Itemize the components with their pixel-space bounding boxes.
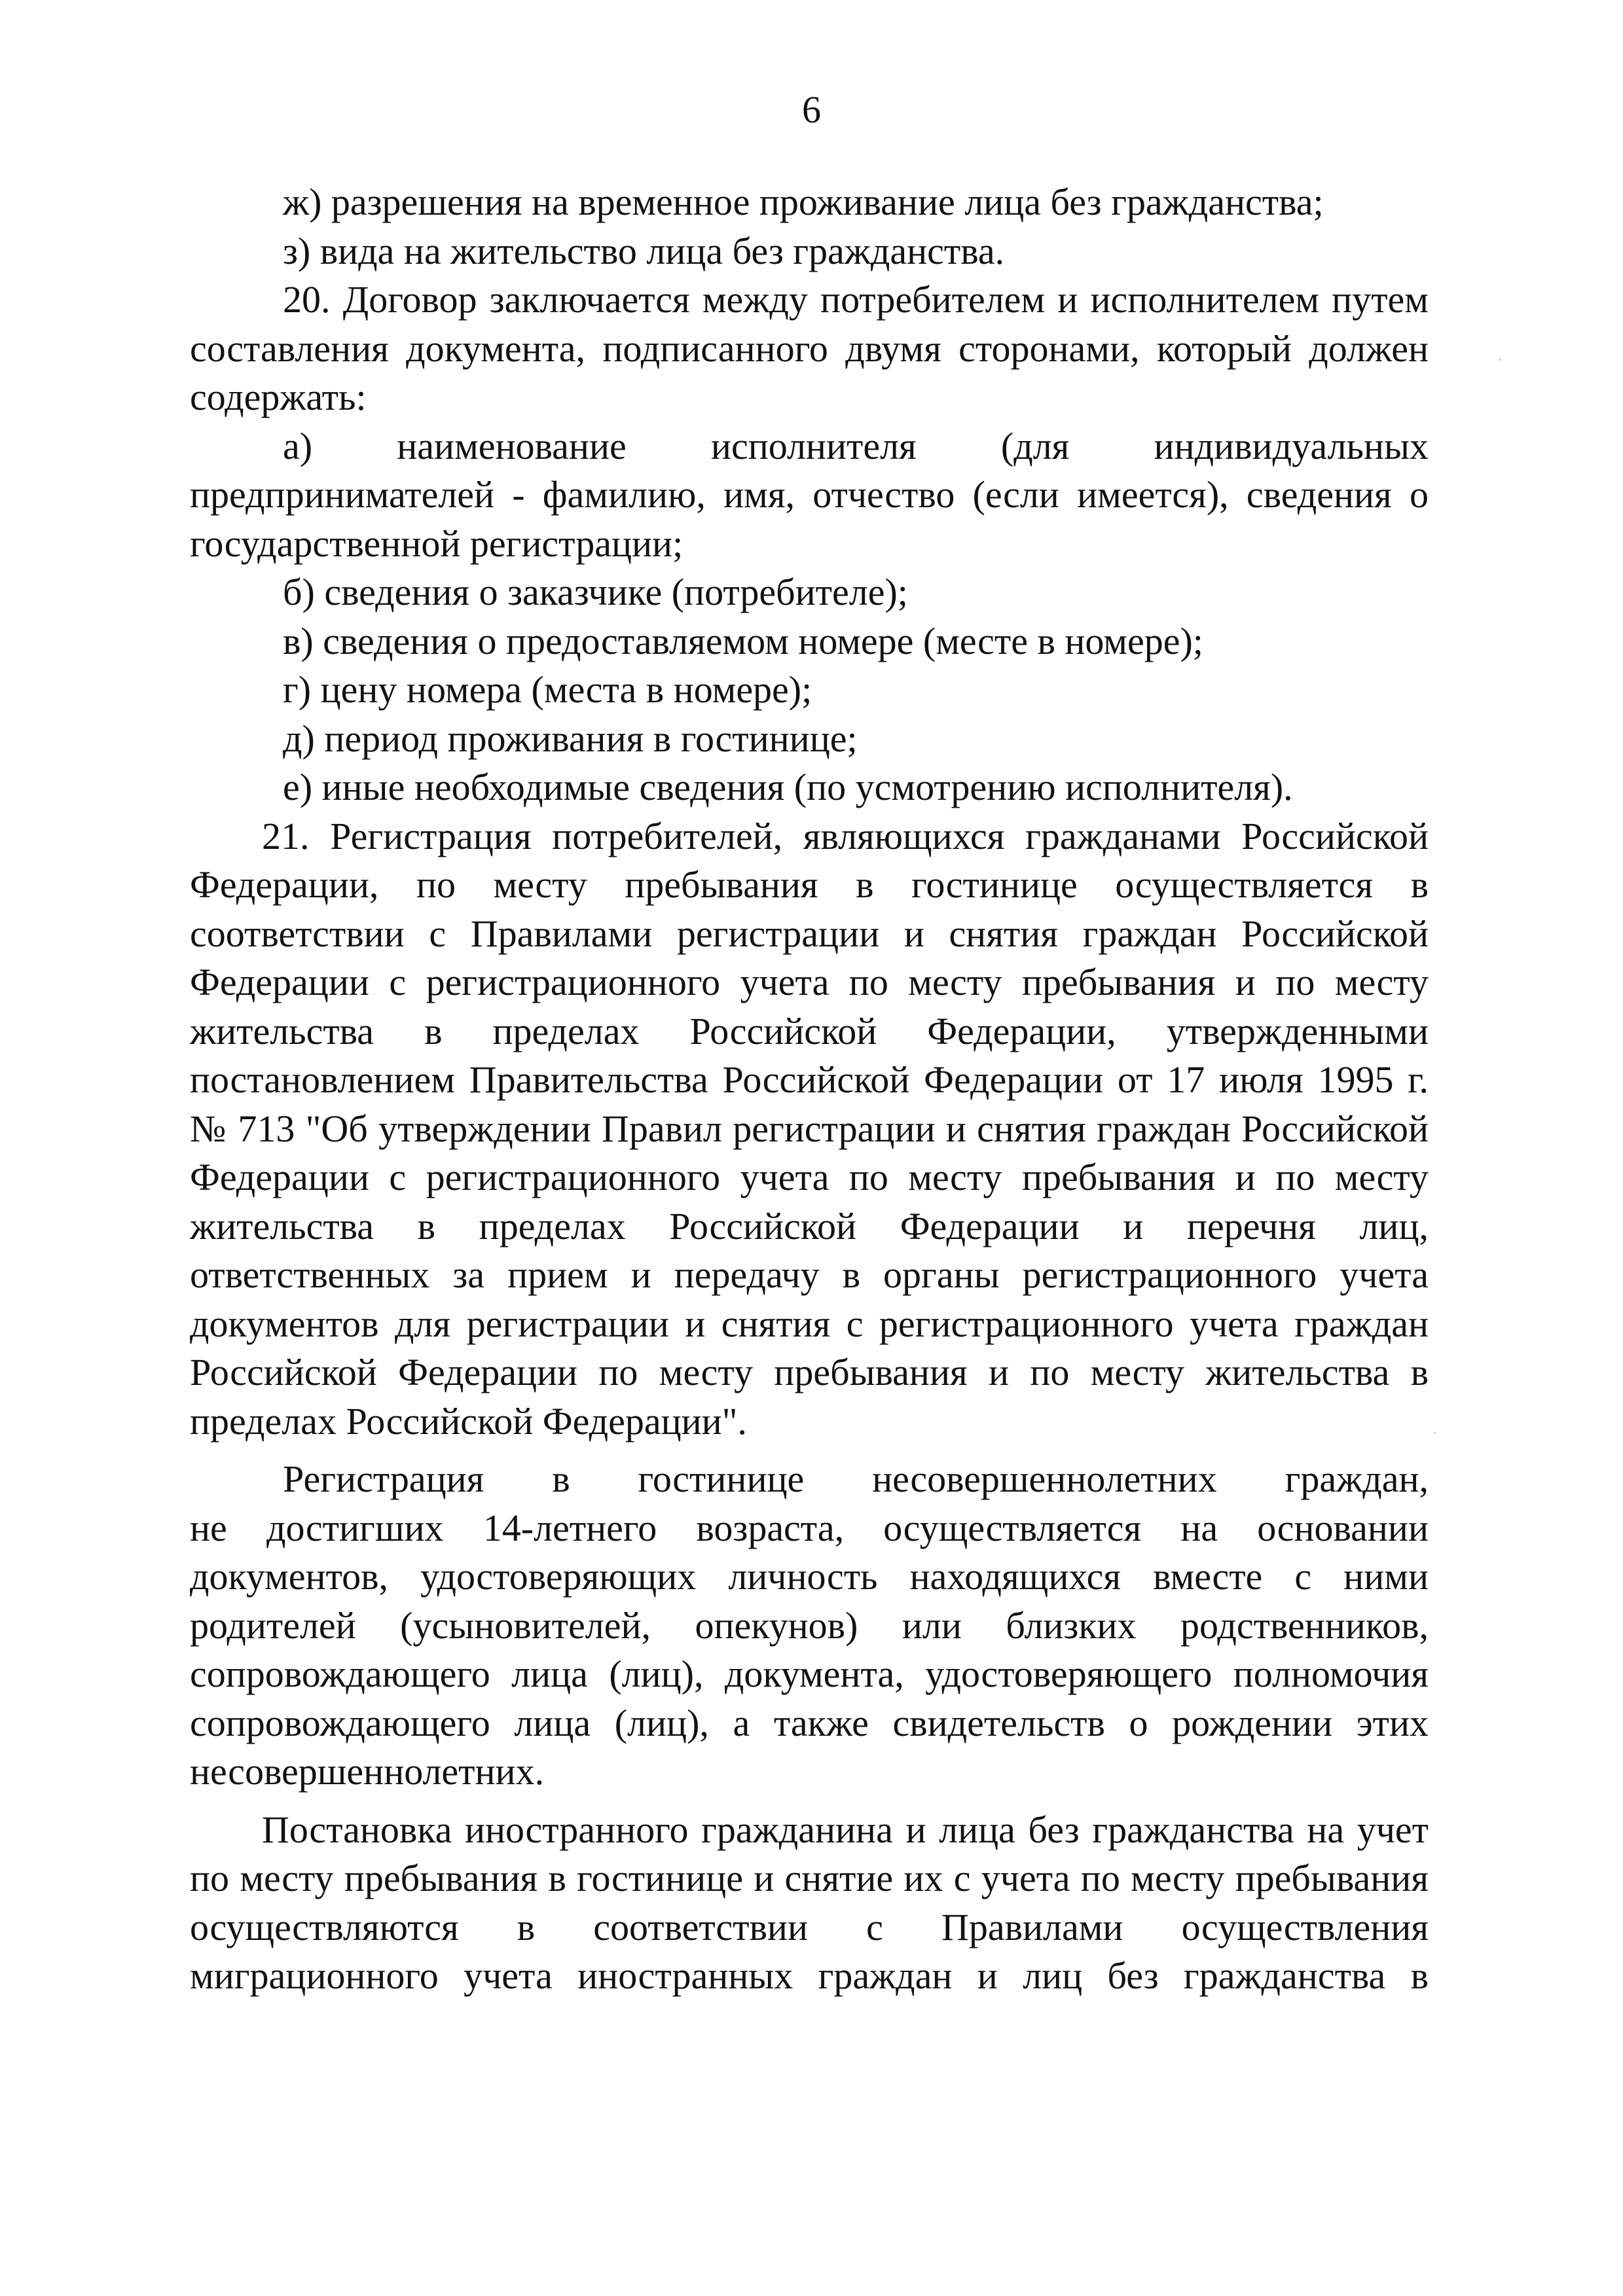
clause-21-line: 21. Регистрация потребителей, являющихся гражданами Российской bbox=[262, 814, 1429, 857]
clause-20-item-e: е) иные необходимые сведения (по усмотрению исполнителя). bbox=[283, 766, 1293, 808]
foreigners-line: осуществляются в соответствии с Правилами осуществления bbox=[190, 1905, 1429, 1948]
clause-21-line: Федерации с регистрационного учета по месту пребывания и по месту bbox=[190, 1156, 1429, 1198]
minors-line: сопровождающего лица (лиц), а также свидетельств о рождении этих bbox=[190, 1701, 1429, 1744]
foreigners-line: миграционного учета иностранных граждан и лиц без гражданства в bbox=[190, 1954, 1429, 1997]
foreigners-paragraph bbox=[190, 1806, 1429, 2001]
clause-20-item-g: г) цену номера (места в номере); bbox=[283, 668, 812, 711]
minors-line: несовершеннолетних. bbox=[190, 1750, 545, 1793]
clause-20-item-v: в) сведения о предоставляемом номере (месте в номере); bbox=[283, 619, 1203, 662]
foreigners-line: по месту пребывания в гостинице и снятие их с учета по месту пребывания bbox=[190, 1857, 1429, 1899]
minors-line: Регистрация в гостинице несовершеннолетних граждан, bbox=[283, 1458, 1429, 1500]
clause-21-line: документов для регистрации и снятия с регистрационного учета граждан bbox=[190, 1302, 1429, 1345]
paragraph-gap bbox=[190, 1446, 1429, 1455]
paragraph-gap bbox=[190, 1797, 1429, 1806]
clause-21-line: Федерации, по месту пребывания в гостинице осуществляется в bbox=[190, 863, 1429, 906]
document-body bbox=[190, 178, 1429, 2001]
clause-20-item-a: государственной регистрации; bbox=[190, 522, 684, 565]
clause-21-line: Федерации с регистрационного учета по месту пребывания и по месту bbox=[190, 961, 1429, 1003]
minors-line: не достигших 14-летнего возраста, осуществляется на основании bbox=[190, 1506, 1429, 1549]
clause-20-item-b: б) сведения о заказчике (потребителе); bbox=[283, 571, 908, 613]
clause-21-line: № 713 "Об утверждении Правил регистрации и снятия граждан Российской bbox=[190, 1107, 1429, 1150]
clause-21-line: ответственных за прием и передачу в органы регистрационного учета bbox=[190, 1253, 1429, 1296]
clause-21 bbox=[190, 812, 1429, 1446]
clause-21-line: пределах Российской Федерации". bbox=[190, 1399, 747, 1443]
clause-20-item-a: а) наименование исполнителя (для индивидуальных bbox=[283, 424, 1429, 467]
clause-21-line: жительства в пределах Российской Федерации и перечня лиц, bbox=[190, 1204, 1429, 1247]
minors-paragraph bbox=[190, 1455, 1429, 1797]
clause-20-item-a: предпринимателей - фамилию, имя, отчество (если имеется), сведения о bbox=[190, 473, 1429, 516]
clause-21-line: Российской Федерации по месту пребывания и по месту жительства в bbox=[190, 1351, 1429, 1393]
clause-21-line: соответствии с Правилами регистрации и снятия граждан Российской bbox=[190, 912, 1429, 955]
page-number: 6 bbox=[802, 88, 821, 131]
scan-speck bbox=[1499, 359, 1501, 361]
item-z: з) вида на жительство лица без гражданства. bbox=[283, 229, 1005, 272]
minors-line: документов, удостоверяющих личность находящихся вместе с ними bbox=[190, 1555, 1429, 1598]
clause-20 bbox=[190, 276, 1429, 812]
minors-line: родителей (усыновителей, опекунов) или близких родственников, bbox=[190, 1604, 1429, 1647]
clause-20-item-d: д) период проживания в гостинице; bbox=[283, 717, 858, 760]
clause-21-line: постановлением Правительства Российской Федерации от 17 июля 1995 г. bbox=[190, 1058, 1429, 1101]
clause-20-line: содержать: bbox=[190, 376, 367, 418]
clause-20-line: составления документа, подписанного двумя сторонами, который должен bbox=[190, 327, 1429, 370]
item-zh: ж) разрешения на временное проживание лица без гражданства; bbox=[283, 181, 1324, 223]
minors-line: сопровождающего лица (лиц), документа, удостоверяющего полномочия bbox=[190, 1653, 1429, 1695]
scan-speck bbox=[1434, 1432, 1436, 1434]
foreigners-line: Постановка иностранного гражданина и лица без гражданства на учет bbox=[262, 1808, 1429, 1851]
clause-20-line: 20. Договор заключается между потребителем и исполнителем путем bbox=[283, 278, 1429, 321]
clause-21-line: жительства в пределах Российской Федерации, утвержденными bbox=[190, 1009, 1429, 1052]
